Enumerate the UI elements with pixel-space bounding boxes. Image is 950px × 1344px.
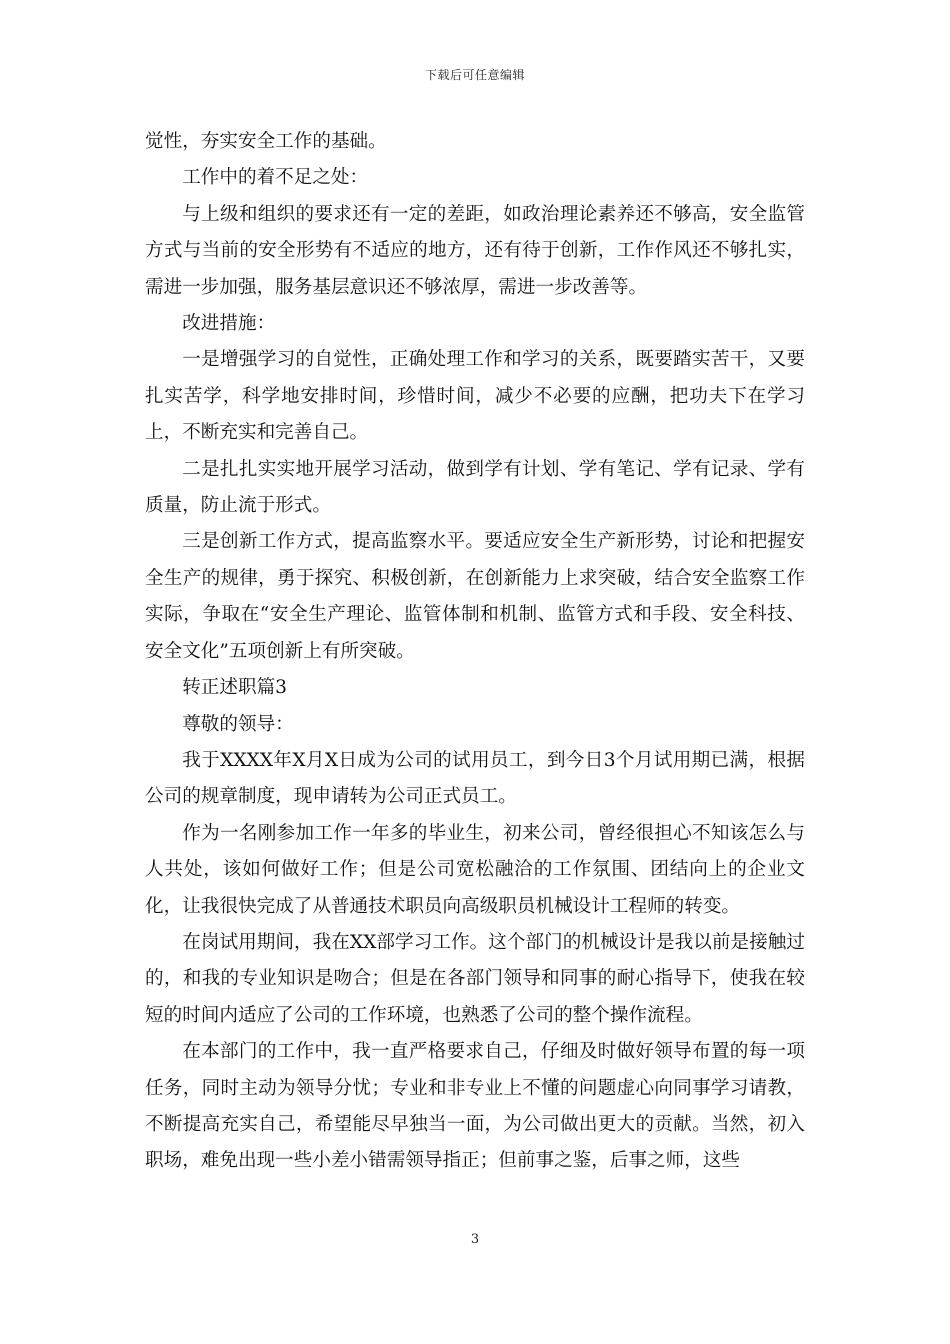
paragraph: 我于XXXX年X月X日成为公司的试用员工，到今日3个月试用期已满，根据公司的规章制度，现申请转为公司正式员工。 xyxy=(145,749,805,808)
salutation: 尊敬的领导： xyxy=(182,713,294,735)
document-body xyxy=(145,124,805,1180)
paragraph: 在岗试用期间，我在XX部学习工作。这个部门的机械设计是我以前是接触过的，和我的专业知识是吻合；但是在各部门领导和同事的耐心指导下，使我在较短的时间内适应了公司的工作环境，也熟悉了公司的整个操作流程。 xyxy=(145,931,805,1026)
page-header: 下载后可任意编辑 xyxy=(424,68,525,82)
paragraph: 作为一名刚参加工作一年多的毕业生，初来公司，曾经很担心不知该怎么与人共处，该如何做好工作；但是公司宽松融洽的工作氛围、团结向上的企业文化，让我很快完成了从普通技术职员向高级职员机械设计工程师的转变。 xyxy=(145,822,805,917)
section-heading: 转正述职篇3 xyxy=(182,677,287,699)
paragraph: 二是扎扎实实地开展学习活动，做到学有计划、学有笔记、学有记录、学有质量，防止流于形式。 xyxy=(145,458,805,517)
paragraph: 觉性，夯实安全工作的基础。 xyxy=(145,131,387,152)
paragraph: 在本部门的工作中，我一直严格要求自己，仔细及时做好领导布置的每一项任务，同时主动为领导分忧；专业和非专业上不懂的问题虚心向同事学习请教，不断提高充实自己，希望能尽早独当一面，为公司做出更大的贡献。当然，初入职场，难免出现一些小差小错需领导指正；但前事之鉴，后事之师，这些 xyxy=(145,1041,805,1172)
paragraph: 一是增强学习的自觉性，正确处理工作和学习的关系，既要踏实苦干，又要扎实苦学，科学地安排时间，珍惜时间，减少不必要的应酬，把功夫下在学习上，不断充实和完善自己。 xyxy=(145,349,805,444)
paragraph: 三是创新工作方式，提高监察水平。要适应安全生产新形势，讨论和把握安全生产的规律，勇于探究、积极创新，在创新能力上求突破，结合安全监察工作实际，争取在“安全生产理论、监管体制和机制、监管方式和手段、安全科技、安全文化”五项创新上有所突破。 xyxy=(145,531,805,662)
page-number: 3 xyxy=(470,1232,480,1247)
paragraph: 工作中的着不足之处： xyxy=(182,167,369,189)
paragraph: 改进措施： xyxy=(182,313,276,335)
paragraph: 与上级和组织的要求还有一定的差距，如政治理论素养还不够高，安全监管方式与当前的安全形势有不适应的地方，还有待于创新，工作作风还不够扎实，需进一步加强，服务基层意识还不够浓厚，需进一步改善等。 xyxy=(145,203,805,298)
